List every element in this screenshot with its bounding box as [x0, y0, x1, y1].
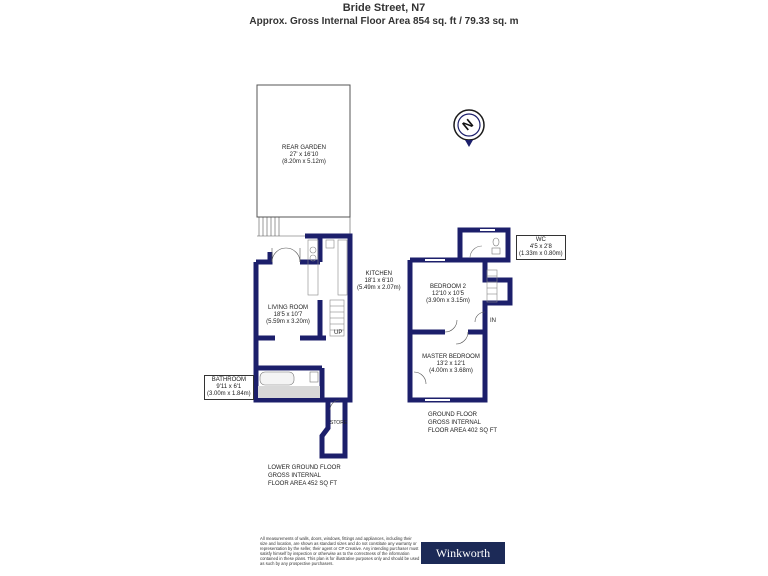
living-room-name: LIVING ROOM	[267, 305, 308, 311]
bedroom2-metric: (3.90m x 3.15m)	[426, 298, 470, 304]
ground-stairs	[487, 270, 497, 302]
disclaimer-text: All measurements of walls, doors, windows, fittings and appliances, including their size and location, are shown as standard sizes and do not constitute any warranty or representation by the seller, their agent or CP Creative. Any intending purchaser must satisfy himself by inspection or otherwise as to the correctness of the information contained in these plans. This plan is for illustrative purposes only and should be used as such by any prospective purchasers.	[260, 536, 420, 566]
plan-title: Bride Street, N7	[342, 2, 426, 14]
garden-metric: (8.20m x 5.12m)	[282, 159, 326, 165]
up-label: UP	[334, 330, 343, 336]
bathroom-name: BATHROOM	[211, 377, 246, 383]
living-room-french-doors	[272, 248, 300, 262]
plan-subtitle: Approx. Gross Internal Floor Area 854 sq. ft / 79.33 sq. m	[249, 16, 519, 27]
garden-label	[264, 145, 344, 166]
bathroom-metric: (3.00m x 1.84m)	[207, 391, 251, 397]
bathroom-shading	[258, 386, 320, 398]
bathroom-callout	[204, 375, 254, 400]
winkworth-logo: Winkworth	[421, 542, 505, 564]
lower-ground-area-line-1: LOWER GROUND FLOOR	[268, 465, 341, 471]
garden-name: REAR GARDEN	[281, 145, 326, 151]
wc-fittings	[470, 238, 500, 258]
wc-name: WC	[535, 237, 546, 243]
ground-area-label	[428, 411, 497, 435]
ground-area-line-2: GROSS INTERNAL	[428, 420, 482, 426]
bedroom2-label	[418, 284, 478, 305]
store-label: STORE	[330, 420, 348, 426]
living-room-imperial: 18'5 x 10'7	[273, 312, 303, 318]
garden-imperial: 27' x 16'10	[289, 152, 319, 158]
master-bedroom-imperial: 13'2 x 12'1	[436, 361, 466, 367]
bedroom2-imperial: 12'10 x 10'5	[432, 291, 464, 297]
wc-imperial: 4'5 x 2'8	[529, 244, 552, 250]
kitchen-imperial: 18'1 x 6'10	[364, 278, 394, 284]
ground-area-line-1: GROUND FLOOR	[428, 412, 478, 418]
kitchen-units	[308, 240, 347, 295]
living-room-label	[259, 305, 317, 326]
in-label: IN	[490, 318, 496, 324]
lower-ground-area-label	[268, 464, 341, 488]
master-bedroom-name: MASTER BEDROOM	[422, 354, 480, 360]
kitchen-name: KITCHEN	[365, 271, 393, 277]
master-bedroom-label	[418, 354, 484, 375]
lower-ground-area-line-3: FLOOR AREA 452 SQ FT	[268, 481, 338, 487]
living-room-metric: (5.59m x 3.20m)	[266, 319, 310, 325]
lower-ground-area-line-2: GROSS INTERNAL	[268, 473, 322, 479]
kitchen-metric: (5.49m x 2.07m)	[357, 285, 401, 291]
bathroom-imperial: 9'11 x 6'1	[216, 384, 242, 390]
compass-letter: N	[459, 115, 477, 134]
garden-steps	[257, 217, 350, 236]
wc-callout	[516, 235, 566, 260]
kitchen-callout	[355, 270, 403, 293]
bedroom2-name: BEDROOM 2	[429, 284, 466, 290]
wc-metric: (1.33m x 0.80m)	[519, 251, 563, 257]
master-bedroom-metric: (4.00m x 3.68m)	[429, 368, 473, 374]
ground-area-line-3: FLOOR AREA 402 SQ FT	[428, 428, 498, 434]
